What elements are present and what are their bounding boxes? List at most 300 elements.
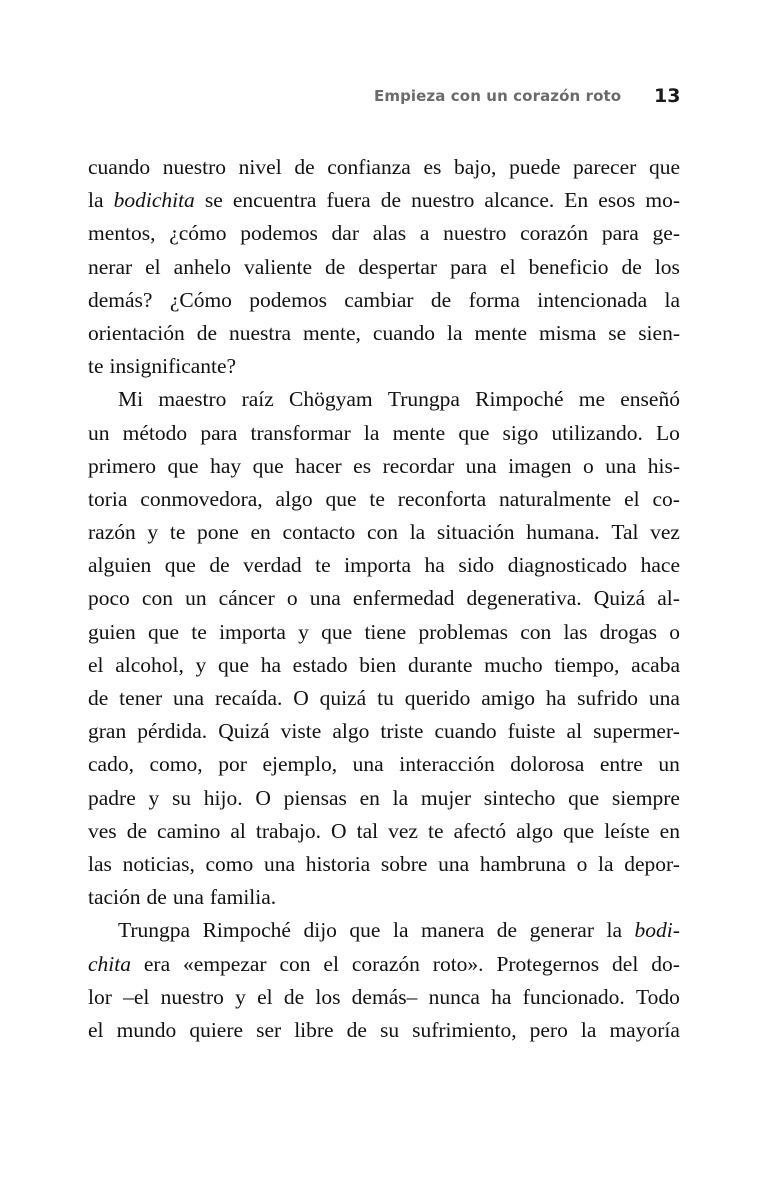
word: orientación	[88, 320, 185, 345]
word: diagnosticado	[507, 553, 628, 578]
word: te	[369, 486, 385, 511]
word: el	[323, 951, 339, 976]
word: nuestro	[162, 155, 227, 179]
word: te	[169, 520, 186, 545]
word: sigo	[502, 420, 539, 445]
word: padre	[88, 785, 136, 810]
word: quizá	[319, 686, 367, 710]
word: ha	[424, 553, 445, 578]
word: enseñó	[620, 387, 680, 412]
word: para	[450, 254, 488, 279]
word: situación	[436, 520, 515, 545]
word: Chögyam	[289, 387, 373, 412]
word: una	[605, 453, 637, 478]
word: ejemplo,	[262, 752, 338, 777]
word: tación	[88, 885, 141, 910]
text-line	[88, 251, 680, 284]
word: de	[325, 254, 346, 279]
word: importa	[344, 553, 412, 578]
word: viste	[280, 719, 322, 744]
word: utilizando.	[551, 420, 643, 445]
text-line	[88, 184, 680, 217]
word: piensas	[283, 785, 347, 810]
word: recordar	[382, 453, 455, 478]
word: cuando	[372, 320, 435, 345]
word: reconforta	[397, 486, 487, 511]
word: el	[88, 652, 104, 677]
word: de	[430, 287, 452, 312]
word: la	[664, 287, 680, 312]
word: para	[200, 420, 238, 445]
word: ge-	[652, 221, 680, 246]
text-line	[88, 815, 680, 848]
word: y	[147, 520, 159, 545]
word: o	[582, 453, 594, 478]
word: al-	[657, 586, 680, 611]
word: de	[88, 686, 109, 710]
word: vez	[388, 818, 418, 843]
word: Lo	[656, 420, 680, 445]
word: mente,	[303, 320, 361, 345]
word: forma	[468, 287, 520, 312]
word: algo	[332, 719, 370, 744]
word: de	[294, 155, 315, 179]
word: mente	[474, 320, 528, 345]
word: entre	[599, 752, 643, 777]
word: his-	[647, 453, 680, 478]
word: demás?	[88, 287, 153, 312]
word: que	[563, 818, 595, 843]
word: lor	[88, 984, 112, 1009]
word: Rimpoché	[202, 918, 291, 943]
text-line	[88, 981, 680, 1014]
word: y	[298, 619, 309, 644]
word: con	[520, 619, 552, 644]
word: que	[325, 486, 357, 511]
text-line	[88, 317, 680, 350]
word: do-	[651, 951, 680, 976]
word: sintecho	[483, 785, 556, 810]
word: te	[191, 619, 207, 644]
page-number: 13	[654, 85, 681, 107]
word: nunca	[428, 984, 480, 1009]
word: tu	[377, 686, 394, 710]
word: puede	[509, 155, 561, 179]
word: de	[283, 984, 305, 1009]
word: los	[654, 254, 680, 279]
word: el	[624, 486, 640, 511]
word: depor-	[624, 851, 680, 876]
word: de	[346, 1017, 367, 1042]
word: manera	[421, 918, 485, 943]
word: Rimpoché	[475, 387, 564, 412]
word: al	[230, 818, 246, 843]
word: nuestro	[411, 188, 475, 213]
word: cambiar	[344, 287, 414, 312]
text-line	[88, 549, 680, 582]
word: un	[88, 420, 110, 445]
word: bodi-	[634, 918, 680, 943]
text-line	[88, 881, 680, 914]
text-line	[88, 284, 680, 317]
word: las	[88, 851, 112, 876]
word: corazón	[520, 221, 589, 246]
word: razón	[88, 520, 136, 545]
word: insignificante?	[109, 354, 237, 379]
word: Tal	[611, 520, 639, 545]
word: conmovedora,	[140, 486, 263, 511]
word: que	[458, 420, 490, 445]
word: interacción	[399, 752, 495, 777]
word: que	[252, 453, 284, 478]
word: mujer	[420, 785, 472, 810]
word: cuando	[88, 155, 151, 179]
word: roto».	[432, 951, 484, 976]
word: historia	[305, 851, 371, 876]
word: a	[419, 221, 430, 246]
word: una	[648, 686, 680, 710]
word: la	[392, 785, 409, 810]
word: te	[315, 553, 331, 578]
word: Trungpa	[387, 387, 460, 412]
word: una	[465, 453, 497, 478]
word: sien-	[638, 320, 680, 345]
word: mente	[392, 420, 446, 445]
text-line	[88, 217, 680, 250]
word: que	[321, 619, 353, 644]
word: bodichita	[113, 188, 195, 213]
word: es	[423, 155, 442, 179]
word: camino	[157, 818, 221, 843]
word: verdad	[243, 553, 302, 578]
word: ha	[545, 686, 567, 710]
word: los	[315, 984, 341, 1009]
word: de	[496, 918, 518, 943]
word: Protegernos	[496, 951, 600, 976]
word: la	[363, 420, 380, 445]
word: quiere	[189, 1017, 244, 1042]
word: de	[380, 188, 401, 213]
word: intencionada	[537, 287, 648, 312]
word: hay	[210, 453, 242, 478]
word: es	[353, 453, 372, 478]
text-line	[88, 649, 680, 682]
word: se	[204, 188, 223, 213]
word: cáncer	[218, 586, 275, 611]
word: pone	[197, 520, 239, 545]
word: acaba	[631, 652, 680, 677]
word: en	[359, 785, 380, 810]
word: el	[500, 254, 516, 279]
word: nerar	[88, 254, 133, 279]
word: te	[88, 354, 104, 379]
word: que	[148, 619, 180, 644]
word: tener	[119, 686, 163, 710]
word: alcance.	[484, 188, 555, 213]
word: vez	[650, 520, 680, 545]
text-line	[88, 682, 680, 715]
body-text	[88, 151, 680, 1047]
word: tiene	[364, 619, 407, 644]
text-line	[88, 383, 680, 416]
word: O	[255, 785, 271, 810]
word: para	[601, 221, 639, 246]
word: y	[195, 652, 207, 677]
word: una	[438, 851, 470, 876]
word: la	[392, 918, 409, 943]
word: problemas	[418, 619, 509, 644]
text-line	[88, 516, 680, 549]
word: nuestra	[228, 320, 292, 345]
word: de	[196, 320, 217, 345]
word: era	[143, 951, 171, 976]
word: el	[145, 254, 161, 279]
word: nuestro	[160, 984, 224, 1009]
text-line	[88, 715, 680, 748]
word: bajo,	[454, 155, 497, 179]
word: el	[257, 984, 273, 1009]
word: encuentra	[232, 188, 317, 213]
word: bien	[359, 652, 397, 677]
word: al	[566, 719, 583, 744]
word: –el	[123, 984, 150, 1009]
word: corazón	[351, 951, 420, 976]
word: como,	[149, 752, 203, 777]
word: raíz	[241, 387, 274, 412]
word: y	[148, 785, 160, 810]
word: ¿cómo	[169, 221, 227, 246]
text-line	[88, 616, 680, 649]
word: alas	[372, 221, 407, 246]
word: drogas	[599, 619, 657, 644]
word: mucho	[484, 652, 543, 677]
word: mentos,	[88, 221, 156, 246]
text-line	[88, 450, 680, 483]
word: contacto	[282, 520, 356, 545]
word: algo	[275, 486, 313, 511]
word: la	[580, 1017, 597, 1042]
word: la	[409, 520, 426, 545]
word: sufrimiento,	[412, 1017, 517, 1042]
word: alguien	[88, 553, 152, 578]
word: mo-	[645, 188, 680, 213]
word: una	[309, 586, 341, 611]
word: O	[331, 818, 347, 843]
word: Trungpa	[118, 918, 191, 943]
word: ha	[260, 652, 281, 677]
word: o	[576, 851, 588, 876]
word: o	[669, 619, 680, 644]
word: dolorosa	[510, 752, 585, 777]
word: afectó	[453, 818, 507, 843]
word: de	[146, 885, 167, 910]
word: podemos	[249, 287, 327, 312]
text-line	[88, 782, 680, 815]
word: demás–	[351, 984, 418, 1009]
word: leíste	[604, 818, 650, 843]
word: el	[88, 1017, 104, 1042]
word: fuiste	[507, 719, 556, 744]
page-header	[0, 87, 766, 111]
word: que	[167, 453, 199, 478]
word: con	[279, 951, 311, 976]
word: en	[659, 818, 680, 843]
word: primero	[88, 453, 157, 478]
word: cado,	[88, 752, 134, 777]
word: maestro	[158, 387, 227, 412]
text-line	[88, 483, 680, 516]
word: enfermedad	[352, 586, 455, 611]
word: que	[164, 553, 196, 578]
word: ha	[491, 984, 512, 1009]
word: mayoría	[609, 1017, 680, 1042]
word: beneficio	[528, 254, 609, 279]
word: que	[648, 155, 680, 179]
word: con	[366, 520, 399, 545]
word: «empezar	[183, 951, 267, 976]
word: poco	[88, 586, 130, 611]
word: sobre	[380, 851, 428, 876]
word: un	[658, 752, 680, 777]
word: querido	[404, 686, 471, 710]
word: nivel	[238, 155, 282, 179]
text-line	[88, 1014, 680, 1047]
word: que	[217, 652, 250, 677]
word: Todo	[635, 984, 680, 1009]
word: la	[88, 188, 104, 213]
word: una	[263, 851, 296, 876]
word: como	[205, 851, 254, 876]
word: sido	[458, 553, 495, 578]
word: mundo	[116, 1017, 177, 1042]
running-head: Empieza con un corazón roto	[374, 87, 622, 105]
word: la	[446, 320, 463, 345]
word: funcionado.	[522, 984, 625, 1009]
word: chita	[88, 951, 131, 976]
word: método	[122, 420, 188, 445]
word: O	[293, 686, 309, 710]
word: dijo	[303, 918, 337, 943]
word: que	[568, 785, 600, 810]
word: transformar	[250, 420, 351, 445]
word: noticias,	[122, 851, 195, 876]
word: una	[173, 686, 205, 710]
text-line	[88, 417, 680, 450]
word: despertar	[358, 254, 438, 279]
word: las	[563, 619, 588, 644]
word: y	[235, 984, 246, 1009]
word: una	[172, 885, 204, 910]
word: Mi	[118, 387, 144, 412]
word: hace	[640, 553, 680, 578]
word: de	[209, 553, 230, 578]
word: anhelo	[173, 254, 231, 279]
word: libre	[294, 1017, 334, 1042]
word: amigo	[481, 686, 536, 710]
word: guien	[88, 619, 136, 644]
word: En	[564, 188, 589, 213]
word: misma	[538, 320, 597, 345]
word: estado	[292, 652, 348, 677]
word: su	[379, 1017, 400, 1042]
word: trabajo.	[255, 818, 321, 843]
word: tiempo,	[554, 652, 620, 677]
word: co-	[652, 486, 680, 511]
word: o	[286, 586, 298, 611]
word: su	[171, 785, 192, 810]
word: supermer-	[593, 719, 680, 744]
text-line	[88, 350, 680, 383]
word: imagen	[508, 453, 572, 478]
word: se	[608, 320, 627, 345]
word: esos	[598, 188, 636, 213]
word: siempre	[611, 785, 680, 810]
word: de	[126, 818, 147, 843]
word: parecer	[573, 155, 637, 179]
word: hijo.	[203, 785, 243, 810]
word: durante	[407, 652, 473, 677]
word: alcohol,	[115, 652, 184, 677]
text-line	[88, 748, 680, 781]
word: Quizá	[593, 586, 646, 611]
word: ¿Cómo	[169, 287, 232, 312]
word: hambruna	[479, 851, 566, 876]
word: de	[621, 254, 642, 279]
word: un	[185, 586, 207, 611]
word: me	[578, 387, 606, 412]
word: ves	[88, 818, 117, 843]
word: que	[349, 918, 381, 943]
word: te	[428, 818, 444, 843]
word: valiente	[243, 254, 313, 279]
word: pérdida.	[137, 719, 208, 744]
word: la	[598, 851, 614, 876]
word: familia.	[209, 885, 277, 910]
word: Quizá	[218, 719, 270, 744]
word: fuera	[326, 188, 371, 213]
text-line	[88, 151, 680, 184]
word: cuando	[434, 719, 497, 744]
text-line	[88, 914, 680, 947]
word: hacer	[295, 453, 342, 478]
word: del	[612, 951, 639, 976]
word: triste	[380, 719, 424, 744]
word: recaída.	[214, 686, 283, 710]
word: podemos	[240, 221, 318, 246]
word: con	[141, 586, 173, 611]
word: sufrido	[577, 686, 638, 710]
word: una	[352, 752, 384, 777]
word: por	[218, 752, 247, 777]
word: en	[250, 520, 271, 545]
text-line	[88, 848, 680, 881]
text-line	[88, 948, 680, 981]
word: confianza	[327, 155, 411, 179]
word: degenerativa.	[466, 586, 582, 611]
word: algo	[516, 818, 554, 843]
word: gran	[88, 719, 127, 744]
word: pero	[529, 1017, 568, 1042]
word: tal	[356, 818, 379, 843]
word: la	[606, 918, 623, 943]
word: humana.	[526, 520, 600, 545]
word: ser	[256, 1017, 282, 1042]
word: nuestro	[443, 221, 507, 246]
text-line	[88, 582, 680, 615]
word: naturalmente	[499, 486, 612, 511]
word: importa	[219, 619, 286, 644]
word: dar	[331, 221, 359, 246]
